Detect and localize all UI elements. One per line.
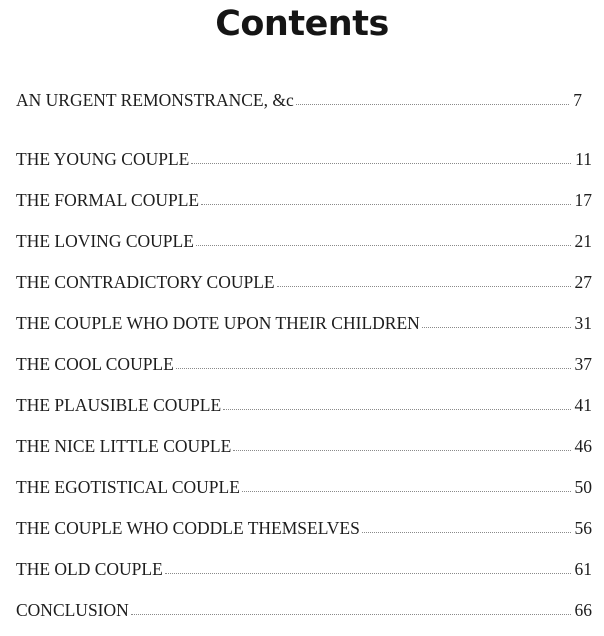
dot-leader <box>191 162 571 164</box>
toc-entry[interactable] <box>16 559 592 583</box>
toc-entry[interactable] <box>16 395 592 419</box>
toc-entry[interactable] <box>16 436 592 460</box>
toc-entry[interactable] <box>16 313 592 337</box>
entry-title: THE LOVING COUPLE <box>16 231 194 251</box>
dot-leader <box>201 203 570 205</box>
toc-entry[interactable] <box>16 272 592 296</box>
entry-page-number: 61 <box>574 559 592 579</box>
page-title: Contents <box>215 4 389 44</box>
entry-title: AN URGENT REMONSTRANCE, &c <box>16 90 294 110</box>
toc-entry[interactable] <box>16 90 582 114</box>
entry-title: THE FORMAL COUPLE <box>16 190 200 210</box>
entry-page-number: 21 <box>574 231 592 251</box>
entry-title: THE OLD COUPLE <box>16 559 163 579</box>
entry-title: THE COUPLE WHO DOTE UPON THEIR CHILDREN <box>16 313 420 333</box>
toc-entry[interactable] <box>16 477 592 501</box>
entry-page-number: 37 <box>574 354 592 374</box>
toc-entry[interactable] <box>16 600 592 624</box>
toc-entry[interactable] <box>16 518 592 542</box>
dot-leader <box>277 285 571 287</box>
dot-leader <box>223 408 570 410</box>
entry-page-number: 41 <box>574 395 592 415</box>
dot-leader <box>296 103 570 105</box>
entry-page-number: 56 <box>574 518 592 538</box>
entry-page-number: 46 <box>574 436 592 456</box>
toc-entry[interactable] <box>16 190 592 214</box>
entry-title: THE CONTRADICTORY COUPLE <box>16 272 275 292</box>
entry-title: THE COOL COUPLE <box>16 354 174 374</box>
entry-page-number: 7 <box>573 90 582 110</box>
dot-leader <box>242 490 571 492</box>
toc-entry[interactable] <box>16 149 592 173</box>
dot-leader <box>422 326 571 328</box>
entry-title: THE PLAUSIBLE COUPLE <box>16 395 222 415</box>
dot-leader <box>176 367 571 369</box>
toc-entry[interactable] <box>16 231 592 255</box>
dot-leader <box>165 572 571 574</box>
entry-page-number: 11 <box>575 149 592 169</box>
entry-title: THE COUPLE WHO CODDLE THEMSELVES <box>16 518 360 538</box>
entry-page-number: 27 <box>574 272 592 292</box>
entry-title: CONCLUSION <box>16 600 129 620</box>
entry-page-number: 17 <box>574 190 592 210</box>
dot-leader <box>196 244 571 246</box>
toc-entry[interactable] <box>16 354 592 378</box>
dot-leader <box>362 531 571 533</box>
dot-leader <box>233 449 570 451</box>
dot-leader <box>131 613 571 615</box>
entry-page-number: 31 <box>574 313 592 333</box>
entry-page-number: 66 <box>574 600 592 620</box>
entry-title: THE YOUNG COUPLE <box>16 149 190 169</box>
entry-title: THE NICE LITTLE COUPLE <box>16 436 232 456</box>
entry-title: THE EGOTISTICAL COUPLE <box>16 477 240 497</box>
entry-page-number: 50 <box>574 477 592 497</box>
